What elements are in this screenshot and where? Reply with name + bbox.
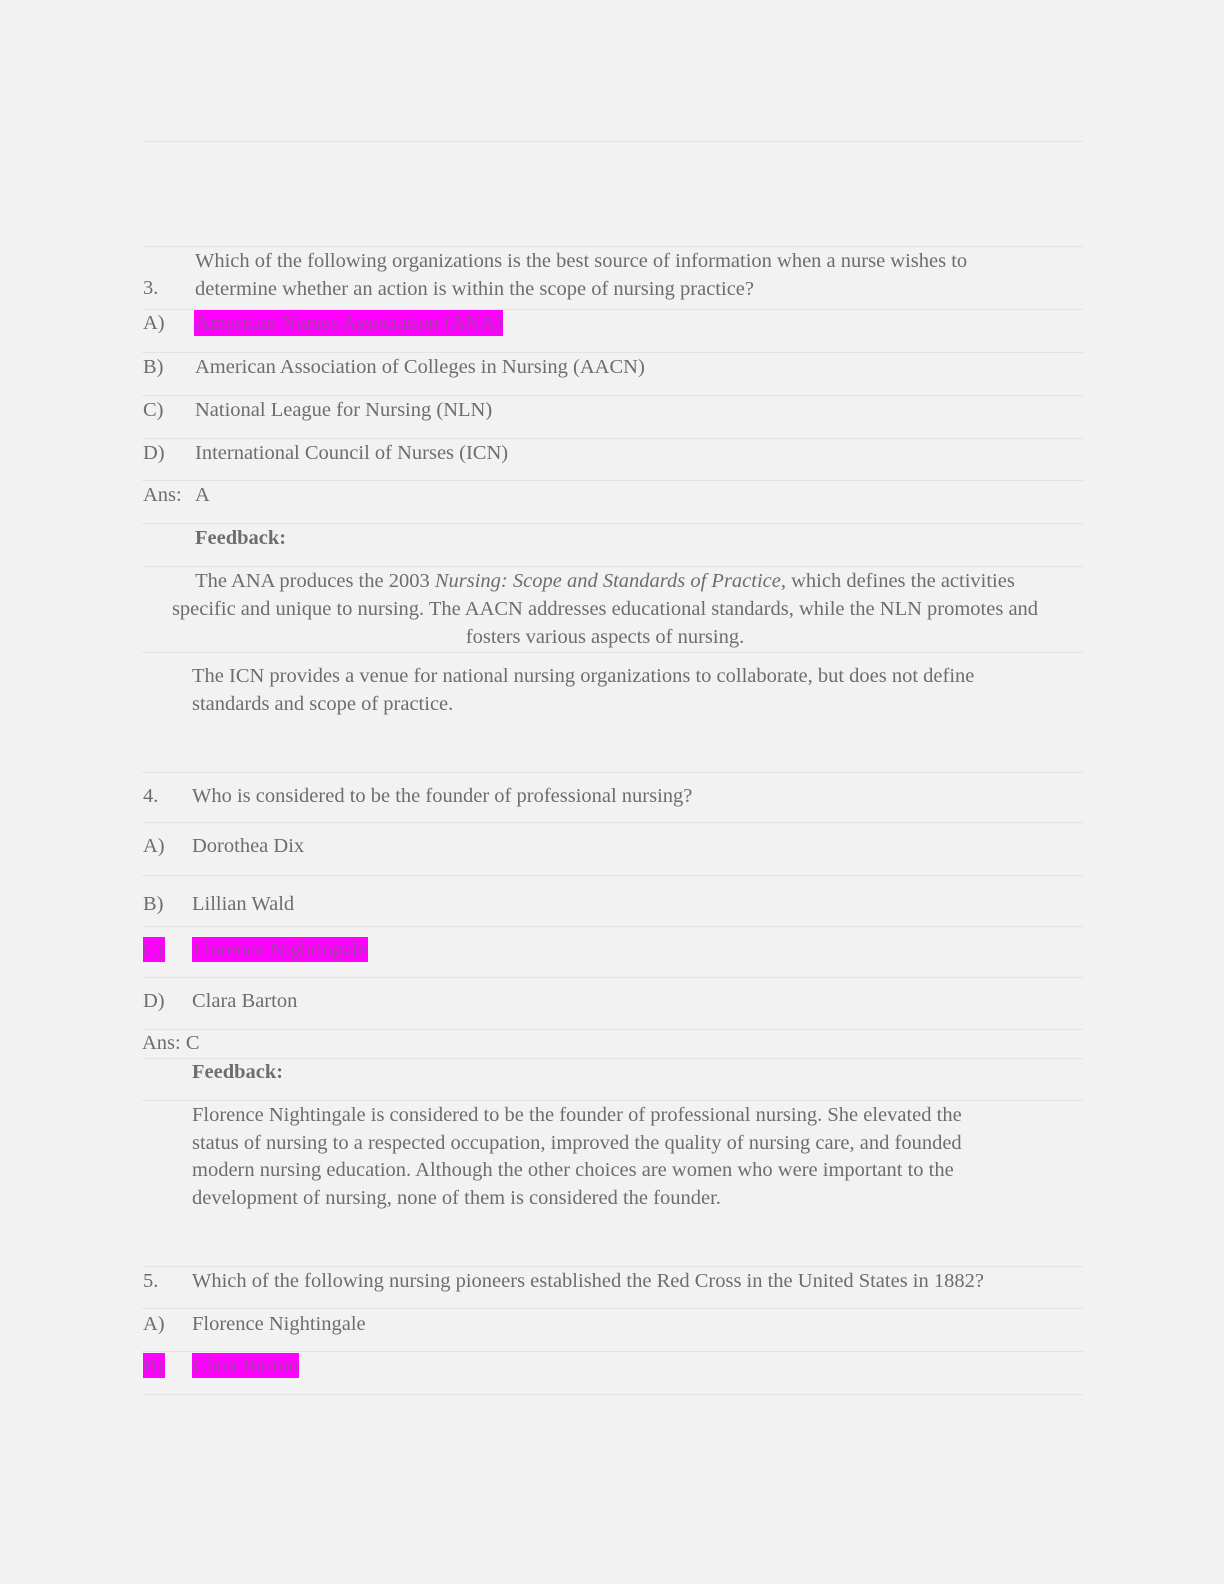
divider (142, 523, 1083, 524)
book-title: Nursing: Scope and Standards of Practice (434, 570, 781, 592)
divider (142, 977, 1083, 978)
option-letter: B) (143, 893, 164, 915)
divider (142, 652, 1083, 653)
option-letter: B) (143, 356, 164, 378)
answer-value: A (195, 484, 210, 506)
feedback-line: Florence Nightingale is considered to be the founder of professional nursing. She elevated the (192, 1104, 962, 1126)
divider (142, 926, 1083, 927)
answer: Ans: C (142, 1032, 200, 1054)
feedback-paragraph (140, 567, 1070, 651)
option-text-highlighted: American Nurses Association (ANA) (195, 312, 502, 334)
option-text: American Association of Colleges in Nursing (AACN) (195, 356, 645, 378)
feedback-line: status of nursing to a respected occupation, improved the quality of nursing care, and founded (192, 1131, 962, 1154)
question-stem-line: determine whether an action is within the scope of nursing practice? (195, 278, 754, 300)
divider (142, 1266, 1083, 1267)
divider (142, 1029, 1083, 1030)
option-text: National League for Nursing (NLN) (195, 399, 493, 421)
feedback-paragraph (192, 663, 974, 718)
option-letter: C) (143, 399, 164, 421)
option-text: Clara Barton (192, 990, 298, 1012)
divider (142, 822, 1083, 823)
divider (142, 141, 1083, 142)
feedback-label: Feedback: (195, 527, 287, 549)
feedback-line: development of nursing, none of them is considered the founder. (192, 1186, 721, 1209)
option-letter-highlighted: C) (143, 939, 164, 961)
divider (142, 352, 1083, 353)
feedback-line: fosters various aspects of nursing. (465, 626, 745, 648)
feedback-line (140, 567, 1070, 595)
divider (142, 1058, 1083, 1059)
answer-label: Ans: (143, 484, 182, 506)
divider (142, 246, 1083, 247)
feedback-line: standards and scope of practice. (192, 692, 454, 715)
feedback-text: The ANA produces the 2003 (195, 570, 435, 592)
feedback-line: modern nursing education. Although the other choices are women who were important to the (192, 1159, 954, 1181)
divider (142, 1351, 1083, 1352)
option-text-highlighted: Clara Barton (193, 1355, 299, 1377)
divider (142, 1308, 1083, 1309)
option-letter-highlighted: B) (143, 1355, 164, 1377)
feedback-line: The ICN provides a venue for national nursing organizations to collaborate, but does not define (192, 665, 975, 687)
feedback-label: Feedback: (192, 1061, 284, 1083)
option-letter: D) (143, 990, 165, 1012)
option-text: Lillian Wald (192, 893, 295, 915)
option-letter: A) (143, 1313, 165, 1335)
divider (142, 1100, 1083, 1101)
divider (142, 772, 1083, 773)
divider (142, 438, 1083, 439)
divider (142, 875, 1083, 876)
question-number: 3. (143, 277, 159, 299)
divider (142, 480, 1083, 481)
option-text: International Council of Nurses (ICN) (195, 442, 509, 464)
feedback-paragraph (192, 1102, 962, 1212)
option-letter: D) (143, 442, 165, 464)
option-text: Dorothea Dix (192, 835, 305, 857)
question-number: 5. (143, 1270, 159, 1292)
question-stem-line: Which of the following organizations is the best source of information when a nurse wishes to (195, 250, 968, 272)
question-stem: Which of the following nursing pioneers established the Red Cross in the United States in 1882? (192, 1270, 984, 1292)
option-text: Florence Nightingale (192, 1313, 366, 1335)
divider (142, 395, 1083, 396)
question-number: 4. (143, 785, 159, 807)
option-text-highlighted: Florence Nightingale (193, 939, 367, 961)
option-letter: A) (143, 312, 165, 334)
question-stem: Who is considered to be the founder of professional nursing? (192, 785, 693, 807)
divider (142, 1394, 1083, 1395)
feedback-line: specific and unique to nursing. The AACN addresses educational standards, while the NLN promotes and (171, 598, 1039, 620)
feedback-text: , which defines the activities (780, 570, 1015, 592)
option-letter: A) (143, 835, 165, 857)
